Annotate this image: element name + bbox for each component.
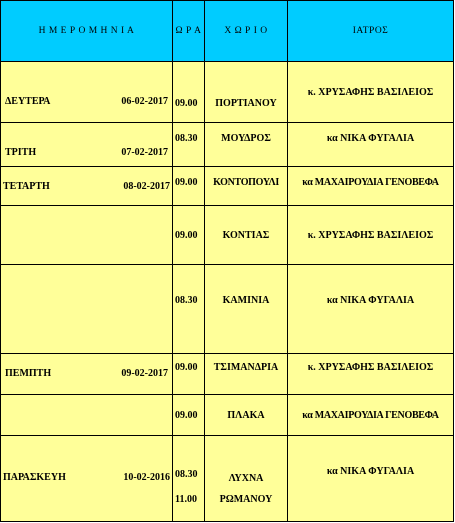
header-doctor: ΙΑΤΡΟΣ — [288, 1, 454, 62]
day-label: ΔΕΥΤΕΡΑ — [5, 96, 51, 107]
village-cell: ΠΟΡΤΙΑΝΟΥ — [205, 62, 288, 123]
header-date: Η Μ Ε Ρ Ο Μ Η Ν Ι Α — [1, 1, 173, 62]
day-label: ΠΕΜΠΤΗ — [5, 368, 52, 379]
day-date-cell — [1, 62, 173, 123]
day-date-cell — [1, 167, 173, 206]
table-row — [1, 62, 454, 123]
day-date-cell — [1, 354, 173, 395]
date-label: 09-02-2017 — [121, 368, 168, 379]
village-cell: ΚΑΜΙΝΙΑ — [205, 265, 288, 354]
day-date-cell — [1, 123, 173, 167]
doctor-cell: κα ΜΑΧΑΙΡΟΥΔΙΑ ΓΕΝΟΒΕΦΑ — [288, 167, 454, 206]
table-row — [1, 354, 454, 395]
header-village: Χ Ω Ρ Ι Ο — [205, 1, 288, 62]
table-row — [1, 265, 454, 354]
day-date-cell — [1, 436, 173, 522]
doctor-cell: κα ΝΙΚΑ ΦΥΓΑΛΙΑ — [288, 436, 454, 522]
table-row — [1, 167, 454, 206]
time-cell — [173, 436, 205, 522]
day-label: ΤΡΙΤΗ — [5, 147, 37, 158]
time-cell: 09.00 — [173, 206, 205, 265]
date-label: 06-02-2017 — [121, 96, 168, 107]
doctor-cell: κα ΝΙΚΑ ΦΥΓΑΛΙΑ — [288, 123, 454, 167]
time-cell: 09.00 — [173, 167, 205, 206]
table-row — [1, 395, 454, 436]
date-label: 10-02-2016 — [123, 472, 170, 483]
doctor-cell: κα ΜΑΧΑΙΡΟΥΔΙΑ ΓΕΝΟΒΕΦΑ — [288, 395, 454, 436]
village-cell: ΠΛΑΚΑ — [205, 395, 288, 436]
date-label: 08-02-2017 — [123, 181, 170, 192]
day-date-cell — [1, 395, 173, 436]
day-label: ΤΕΤΑΡΤΗ — [3, 181, 50, 192]
time-cell: 09.00 — [173, 395, 205, 436]
time-cell: 09.00 — [173, 354, 205, 395]
village-label: ΛΥΧΝΑ — [228, 473, 264, 484]
village-cell: ΤΣΙΜΑΝΔΡΙΑ — [205, 354, 288, 395]
time-label: 08.30 — [175, 469, 198, 480]
village-label-2: ΡΩΜΑΝΟΥ — [219, 494, 273, 505]
day-date-cell — [1, 265, 173, 354]
table-row — [1, 123, 454, 167]
doctor-cell: κ. ΧΡΥΣΑΦΗΣ ΒΑΣΙΛΕΙΟΣ — [288, 354, 454, 395]
table-row — [1, 206, 454, 265]
header-row — [1, 1, 454, 62]
day-date-cell — [1, 206, 173, 265]
header-time: Ω Ρ Α — [173, 1, 205, 62]
date-label: 07-02-2017 — [121, 147, 168, 158]
table-row — [1, 436, 454, 522]
time-cell: 08.30 — [173, 265, 205, 354]
time-cell: 08.30 — [173, 123, 205, 167]
doctor-cell: κα ΝΙΚΑ ΦΥΓΑΛΙΑ — [288, 265, 454, 354]
village-cell: ΜΟΥΔΡΟΣ — [205, 123, 288, 167]
doctor-cell: κ. ΧΡΥΣΑΦΗΣ ΒΑΣΙΛΕΙΟΣ — [288, 62, 454, 123]
time-cell: 09.00 — [173, 62, 205, 123]
village-cell: ΚΟΝΤΙΑΣ — [205, 206, 288, 265]
doctor-cell: κ. ΧΡΥΣΑΦΗΣ ΒΑΣΙΛΕΙΟΣ — [288, 206, 454, 265]
day-label: ΠΑΡΑΣΚΕΥΗ — [3, 472, 66, 483]
village-cell — [205, 436, 288, 522]
village-cell: ΚΟΝΤΟΠΟΥΛΙ — [205, 167, 288, 206]
time-label-2: 11.00 — [175, 494, 197, 505]
